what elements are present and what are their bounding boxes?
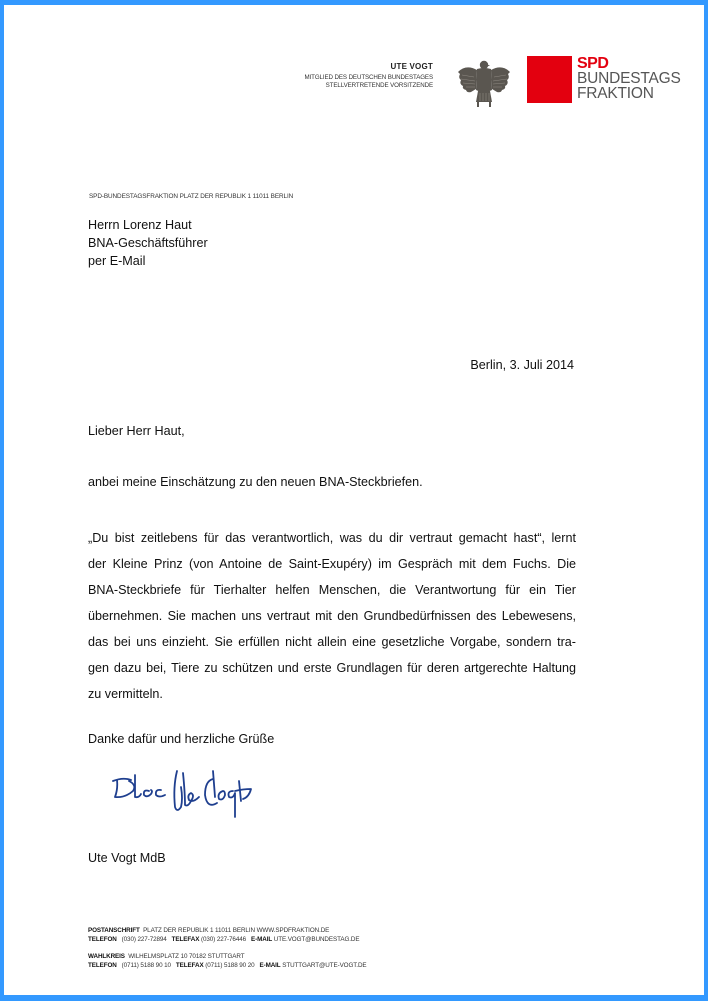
paragraph-line: der Kleine Prinz (von Antoine de Saint-Exupéry) im Gespräch mit dem Fuchs. Die xyxy=(88,557,576,571)
recipient-title: BNA-Geschäftsführer xyxy=(88,236,208,250)
body-paragraph xyxy=(88,525,576,707)
intro-sentence: anbei meine Einschätzung zu den neuen BNA-Steckbriefen. xyxy=(88,475,423,489)
footer-email-label: E-MAIL xyxy=(259,962,281,969)
footer-district-label: WAHLKREIS xyxy=(88,953,125,960)
footer-postal-value: PLATZ DER REPUBLIK 1 11011 BERLIN WWW.SPDFRAKTION.DE xyxy=(143,927,330,934)
footer-berlin-contact xyxy=(88,936,359,943)
paragraph-line: zu vermitteln. xyxy=(88,687,163,701)
letterhead-name: UTE VOGT xyxy=(390,62,433,71)
logo-fraktion-text: FRAKTION xyxy=(577,85,654,102)
footer-email-value[interactable]: STUTTGART@UTE-VOGT.DE xyxy=(282,962,367,969)
letter-page xyxy=(4,5,704,995)
logo-spd-text: SPD xyxy=(577,55,609,72)
footer-fax-label: TELEFAX xyxy=(171,936,200,943)
footer-fax-value: (0711) 5188 90 20 xyxy=(205,962,255,969)
recipient-name: Herrn Lorenz Haut xyxy=(88,218,192,232)
letterhead-role-2: STELLVERTRETENDE VORSITZENDE xyxy=(325,82,433,89)
footer-email-label: E-MAIL xyxy=(251,936,273,943)
footer-phone-value: (030) 227-72894 xyxy=(121,936,167,943)
paragraph-line: übernehmen. Sie machen uns vertraut mit den Grundbedürfnissen des Lebewesens, xyxy=(88,609,576,623)
paragraph-line: BNA-Steckbriefe für Tierhalter helfen Menschen, die Verantwortung für ein Tier xyxy=(88,583,576,597)
footer-district-value: WILHELMSPLATZ 10 70182 STUTTGART xyxy=(128,953,245,960)
footer-fax-value: (030) 227-76446 xyxy=(200,936,247,943)
spd-logo-square xyxy=(527,56,572,103)
letterhead-role-1: MITGLIED DES DEUTSCHEN BUNDESTAGES xyxy=(304,74,433,81)
paragraph-line: „Du bist zeitlebens für das verantwortlich, was du dir vertraut gemacht hast“, lernt xyxy=(88,531,576,545)
footer-postal-label: POSTANSCHRIFT xyxy=(88,927,140,934)
logo-bundestags-text: BUNDESTAGS xyxy=(577,70,681,87)
paragraph-line: das bei uns einzieht. Sie erfüllen nicht allein eine gesetzliche Vorgabe, sondern tra- xyxy=(88,635,576,649)
paragraph-line: gen dazu bei, Tiere zu schützen und erste Grundlagen für deren artgerechte Haltung xyxy=(88,661,576,675)
handwritten-signature xyxy=(109,767,259,832)
footer-phone-value: (0711) 5188 90 10 xyxy=(121,962,171,969)
signer-name: Ute Vogt MdB xyxy=(88,851,166,865)
footer-phone-label: TELEFON xyxy=(88,936,117,943)
letter-date: Berlin, 3. Juli 2014 xyxy=(470,358,574,372)
bundestag-eagle-icon xyxy=(456,58,512,108)
footer-stuttgart-contact xyxy=(88,962,367,969)
recipient-delivery: per E-Mail xyxy=(88,254,146,268)
footer-fax-label: TELEFAX xyxy=(175,962,204,969)
footer-email-value[interactable]: UTE.VOGT@BUNDESTAG.DE xyxy=(273,936,360,943)
closing: Danke dafür und herzliche Grüße xyxy=(88,732,275,746)
sender-address-line: SPD-BUNDESTAGSFRAKTION PLATZ DER REPUBLIK 1 11011 BERLIN xyxy=(89,193,294,200)
footer-phone-label: TELEFON xyxy=(88,962,117,969)
footer-district xyxy=(88,953,244,960)
footer-postal xyxy=(88,927,329,934)
salutation: Lieber Herr Haut, xyxy=(88,424,185,438)
